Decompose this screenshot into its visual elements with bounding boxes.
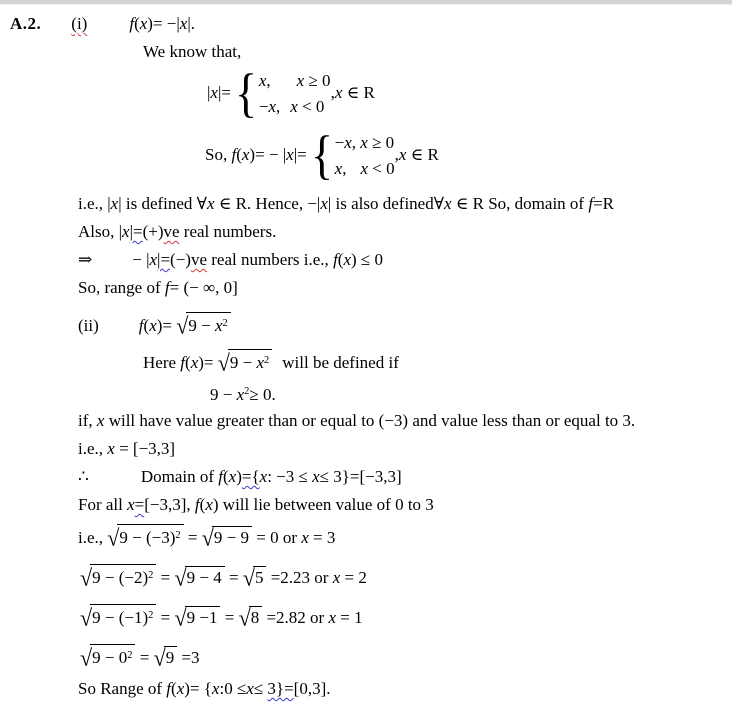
radicand: [90, 604, 156, 628]
radical-sign-icon: √: [80, 564, 93, 591]
text-run: )= −|: [147, 14, 180, 33]
text-run: ,: [266, 70, 271, 90]
text-run: x: [149, 250, 158, 269]
sqrt-expression: [154, 640, 178, 676]
text-run: f: [231, 145, 237, 164]
text-run: x: [398, 145, 407, 164]
text-run: i.e.,: [78, 528, 108, 547]
text-run: will have value greater than or equal to (−3) and value less than or equal to 3.: [104, 411, 636, 430]
line-inequality: [210, 379, 732, 408]
left-brace: {: [234, 63, 257, 123]
text-run: if,: [78, 411, 97, 430]
text-run: (+): [142, 222, 164, 241]
text-run: (: [199, 495, 206, 514]
radicand: [186, 312, 230, 336]
text-run: ∈ R: [406, 145, 439, 164]
radical-sign-icon: √: [217, 349, 230, 376]
radical-sign-icon: √: [174, 564, 187, 591]
text-run: | is defined ∀: [118, 194, 207, 213]
text-run: f: [218, 467, 223, 486]
text-run: 2: [148, 610, 154, 621]
text-run: x: [312, 467, 320, 486]
left-brace: {: [310, 125, 333, 185]
text-run: ve: [190, 250, 208, 269]
text-run: f: [194, 495, 200, 514]
sqrt-expression: [174, 560, 224, 596]
implies-symbol: ⇒: [78, 250, 93, 269]
text-run: 9: [165, 648, 175, 667]
text-run: = 1: [336, 608, 363, 627]
case-row: [335, 156, 395, 181]
text-run: x: [236, 385, 245, 404]
text-run: x: [301, 528, 309, 547]
text-run: f: [333, 250, 338, 269]
radical-sign-icon: √: [107, 524, 120, 551]
sqrt-expression: [107, 522, 183, 554]
radical-sign-icon: √: [242, 564, 255, 591]
text-run: f: [180, 353, 186, 372]
text-run: ∈ R. Hence, −|: [214, 194, 321, 213]
text-run: Here: [143, 353, 181, 372]
text-run: 8: [250, 608, 260, 627]
sqrt-expression: [174, 600, 220, 636]
radical-sign-icon: √: [176, 312, 189, 339]
text-run: ∈ R So, domain of: [451, 194, 589, 213]
text-run: Also, |: [78, 222, 123, 241]
text-run: 2: [222, 318, 228, 329]
text-run: )=: [198, 353, 218, 372]
text-run: =: [134, 495, 145, 514]
text-run: x: [246, 679, 254, 698]
sqrt-expression: [80, 560, 156, 596]
radicand: [249, 606, 263, 628]
piecewise-cases: [307, 125, 395, 185]
text-run: ,: [394, 145, 399, 164]
text-run: |=: [293, 145, 307, 164]
text-run: [0,3].: [293, 679, 331, 698]
text-run: ,: [351, 132, 361, 152]
text-run: < 0: [297, 96, 325, 116]
text-run: |.: [187, 14, 195, 33]
radical-sign-icon: √: [238, 604, 251, 631]
text-run: (: [143, 316, 150, 335]
text-run: 9 − (−1): [92, 608, 149, 627]
text-run: Domain of: [140, 467, 219, 486]
line-eval-x2: [80, 560, 732, 596]
case-rows: [259, 68, 331, 119]
text-run: f: [129, 14, 135, 33]
text-run: | is also defined∀: [327, 194, 444, 213]
text-run: ∈ R: [342, 83, 375, 102]
line-domain-result: [78, 464, 732, 490]
text-run: ≤: [253, 679, 268, 698]
radicand: [228, 349, 272, 373]
text-run: ,: [342, 158, 347, 178]
text-run: x: [268, 96, 277, 116]
line-for-all-x: [78, 492, 732, 518]
sqrt-expression: [80, 640, 135, 676]
text-run: ve: [163, 222, 180, 241]
line-we-know-that: [143, 39, 732, 65]
radicand: [90, 564, 156, 588]
text-run: =2.23 or: [266, 568, 333, 587]
text-run: = [−3,3]: [114, 439, 176, 458]
text-run: x: [149, 316, 157, 335]
line-also-positive: [78, 219, 732, 245]
text-run: 2: [127, 650, 133, 661]
line-heading: [10, 11, 732, 37]
text-run: ,: [330, 83, 335, 102]
text-run: x: [344, 132, 352, 152]
text-run: 2: [148, 570, 154, 581]
radicand: [212, 526, 252, 548]
text-run: 9 −: [229, 353, 257, 372]
text-run: )= − |: [249, 145, 287, 164]
text-run: =: [135, 648, 154, 667]
text-run: |=: [129, 222, 143, 241]
text-run: ≥ 0: [367, 132, 395, 152]
text-run: x: [290, 96, 298, 116]
radicand: [185, 606, 221, 628]
text-run: f: [166, 679, 172, 698]
text-run: |: [207, 83, 211, 102]
text-run: x: [320, 194, 328, 213]
text-run: x: [96, 411, 105, 430]
sqrt-expression: [243, 560, 267, 596]
text-run: 9 − 4: [186, 568, 222, 587]
text-run: =: [156, 608, 175, 627]
line-defined-if: [143, 347, 732, 379]
radicand: [164, 646, 178, 668]
text-run: x: [190, 353, 199, 372]
text-run: =R: [593, 194, 614, 213]
text-run: 9 − 9: [213, 528, 249, 547]
line-fx-definition: [205, 127, 732, 183]
radical-sign-icon: √: [174, 604, 187, 631]
text-run: < 0: [367, 158, 395, 178]
text-run: x: [360, 132, 368, 152]
text-run: x: [332, 568, 341, 587]
line-domain-statement: [78, 191, 732, 217]
line-eval-x3: [78, 522, 732, 554]
text-run: (: [134, 14, 140, 33]
line-value-explanation: [78, 408, 732, 434]
text-run: 9 −: [210, 385, 237, 404]
line-part-ii-function: [78, 309, 732, 343]
text-run: 3}=: [267, 679, 294, 698]
text-run: will be defined if: [282, 353, 399, 372]
therefore-symbol: ∴: [78, 467, 89, 486]
case-row: [259, 68, 331, 93]
text-run: =: [183, 528, 202, 547]
text-run: =2.82 or: [262, 608, 329, 627]
text-run: For all: [78, 495, 128, 514]
text-run: x: [286, 145, 294, 164]
text-run: (: [171, 679, 177, 698]
text-run: 5: [254, 568, 264, 587]
radical-sign-icon: √: [80, 644, 93, 671]
text-run: So, range of: [78, 278, 165, 297]
text-run: x: [179, 14, 188, 33]
text-run: i.e.,: [78, 439, 108, 458]
text-run: f: [164, 278, 170, 297]
text-run: = 3: [308, 528, 336, 547]
line-range-final: [78, 676, 732, 702]
text-run: 9 − (−2): [92, 568, 149, 587]
sqrt-expression: [80, 600, 156, 636]
text-run: x: [259, 467, 268, 486]
text-run: We know that,: [143, 42, 242, 61]
text-run: So,: [205, 145, 232, 164]
text-run: ={: [241, 467, 260, 486]
text-run: |=: [157, 250, 171, 269]
text-run: ≥ 0.: [249, 385, 276, 404]
text-run: )=: [156, 316, 177, 335]
radicand: [117, 524, 183, 548]
text-run: )= {: [184, 679, 212, 698]
window-top-edge: [0, 0, 732, 5]
text-run: = (− ∞, 0]: [169, 278, 238, 297]
text-run: ) ≤ 0: [351, 250, 384, 269]
question-number: A.2.: [10, 14, 42, 33]
text-run: =: [156, 568, 175, 587]
text-run: (−): [170, 250, 191, 269]
line-abs-definition: [207, 65, 732, 121]
text-run: x: [110, 194, 119, 213]
text-run: x: [241, 145, 250, 164]
text-run: 2: [264, 355, 270, 366]
text-run: (: [236, 145, 242, 164]
part-ii-label: (ii): [78, 316, 99, 335]
line-eval-x0: [80, 640, 732, 676]
text-run: 9 − (−3): [119, 528, 176, 547]
text-run: [−3,3],: [144, 495, 195, 514]
text-run: =3: [177, 648, 200, 667]
text-run: f: [138, 316, 144, 335]
sqrt-expression: [218, 347, 273, 379]
text-run: 9 −: [188, 316, 215, 335]
case-row: [259, 94, 331, 119]
line-range-result: [78, 275, 732, 301]
text-run: x: [122, 222, 130, 241]
text-run: x: [334, 83, 343, 102]
text-run: f: [588, 194, 594, 213]
text-run: 2: [244, 386, 250, 397]
text-run: x: [107, 439, 115, 458]
text-run: 9 − 0: [92, 648, 128, 667]
radicand: [185, 566, 225, 588]
text-run: x: [127, 495, 135, 514]
case-rows: [335, 130, 395, 181]
text-run: − |: [132, 250, 150, 269]
text-run: x: [139, 14, 148, 33]
line-implies-negative: [78, 247, 732, 273]
text-run: (: [223, 467, 229, 486]
text-run: x: [214, 316, 223, 335]
radical-sign-icon: √: [201, 524, 214, 551]
line-x-interval: [78, 436, 732, 462]
text-run: (: [185, 353, 191, 372]
text-run: :0 ≤: [219, 679, 247, 698]
radicand: [90, 644, 135, 668]
piecewise-cases: [231, 63, 331, 123]
text-run: x: [360, 158, 368, 178]
text-run: ≥ 0: [304, 70, 331, 90]
text-run: x: [343, 250, 352, 269]
text-run: x: [211, 679, 220, 698]
text-run: real numbers i.e.,: [207, 250, 334, 269]
sqrt-expression: [176, 309, 231, 343]
text-run: x: [205, 495, 213, 514]
text-run: x: [296, 70, 305, 90]
part-i-label: (i): [71, 14, 88, 33]
text-run: ,: [276, 96, 281, 116]
text-run: (: [337, 250, 344, 269]
text-run: x: [206, 194, 215, 213]
text-run: = 2: [340, 568, 367, 587]
text-run: x: [210, 83, 218, 102]
text-run: real numbers.: [179, 222, 277, 241]
line-eval-x1: [80, 600, 732, 636]
text-run: ): [236, 467, 242, 486]
text-run: 2: [175, 530, 181, 541]
radical-sign-icon: √: [153, 644, 166, 671]
text-run: x: [328, 608, 336, 627]
radical-sign-icon: √: [80, 604, 93, 631]
text-run: x: [444, 194, 452, 213]
text-run: =: [220, 608, 239, 627]
text-run: −: [258, 96, 269, 116]
text-run: : −3 ≤: [267, 467, 313, 486]
case-row: [335, 130, 395, 155]
text-run: x: [334, 158, 343, 178]
text-run: x: [228, 467, 237, 486]
text-run: = 0 or: [252, 528, 302, 547]
text-run: x: [258, 70, 267, 90]
text-run: So Range of: [78, 679, 167, 698]
text-run: x: [176, 679, 185, 698]
text-run: |=: [217, 83, 231, 102]
text-run: x: [256, 353, 265, 372]
radicand: [253, 566, 267, 588]
text-run: ) will lie between value of 0 to 3: [212, 495, 434, 514]
text-run: ≤ 3}=[−3,3]: [319, 467, 402, 486]
text-run: i.e., |: [78, 194, 111, 213]
text-run: −: [334, 132, 345, 152]
sqrt-expression: [202, 522, 252, 554]
text-run: 9 −1: [186, 608, 218, 627]
sqrt-expression: [239, 600, 263, 636]
text-run: =: [224, 568, 243, 587]
